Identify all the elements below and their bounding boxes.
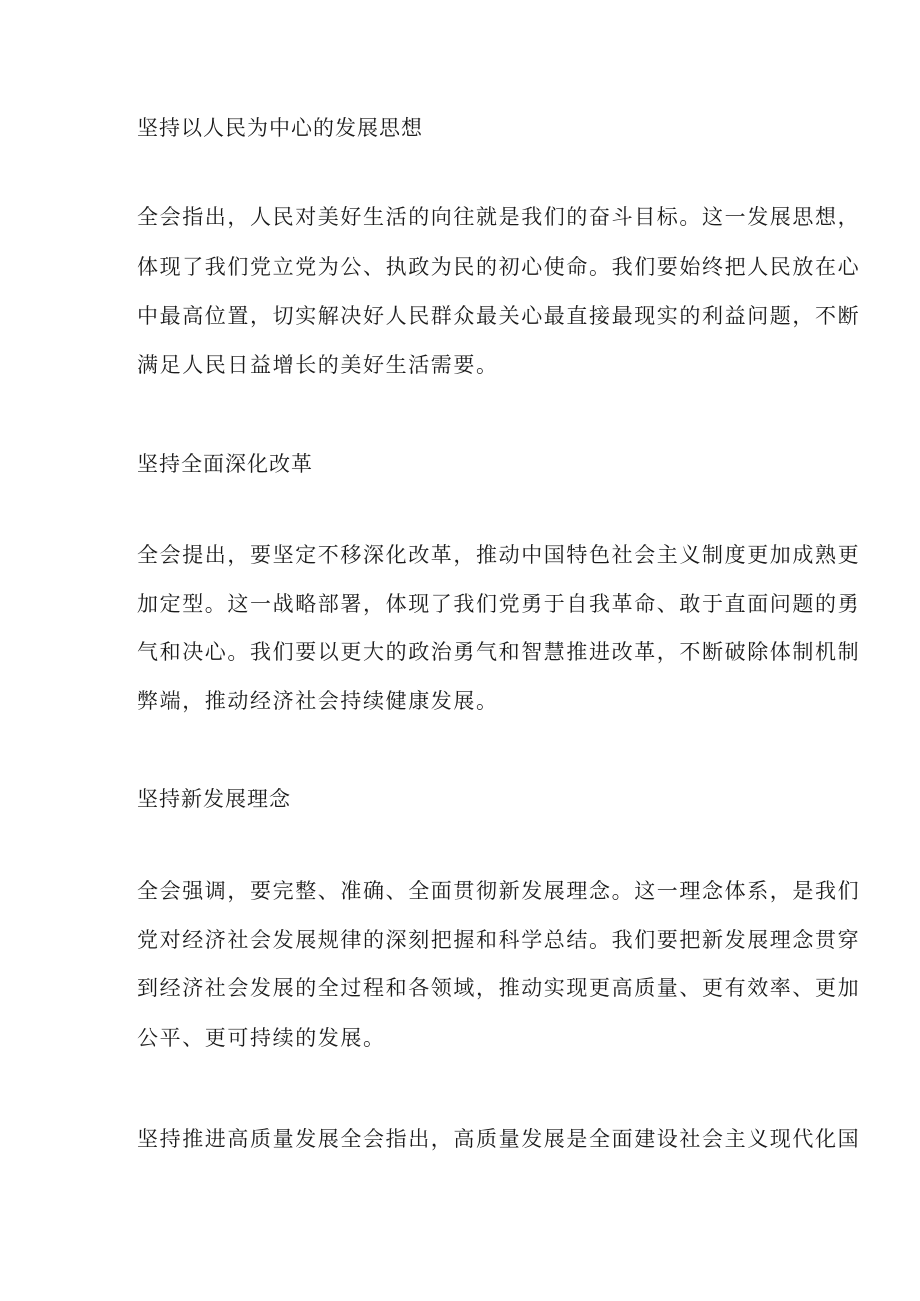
paragraph-line: 弊端，推动经济社会持续健康发展。 [137, 689, 499, 713]
paragraph-line: 坚持推进高质量发展全会指出，高质量发展是全面建设社会主义现代化国 [137, 1127, 861, 1151]
section-heading-people-centered: 坚持以人民为中心的发展思想 [137, 116, 423, 140]
paragraph-line: 到经济社会发展的全过程和各领域，推动实现更高质量、更有效率、更加 [137, 976, 861, 1000]
paragraph-line: 中最高位置，切实解决好人民群众最关心最直接最现实的利益问题，不断 [137, 304, 861, 328]
paragraph-line: 加定型。这一战略部署，体现了我们党勇于自我革命、敢于直面问题的勇 [137, 592, 861, 616]
paragraph-line: 全会强调，要完整、准确、全面贯彻新发展理念。这一理念体系，是我们 [137, 879, 861, 903]
paragraph-line: 气和决心。我们要以更大的政治勇气和智慧推进改革，不断破除体制机制 [137, 640, 861, 664]
paragraph-line: 全会指出，人民对美好生活的向往就是我们的奋斗目标。这一发展思想， [137, 205, 861, 229]
paragraph-line: 公平、更可持续的发展。 [137, 1026, 386, 1050]
paragraph-line: 体现了我们党立党为公、执政为民的初心使命。我们要始终把人民放在心 [137, 255, 861, 279]
paragraph-line: 全会提出，要坚定不移深化改革，推动中国特色社会主义制度更加成熟更 [137, 543, 861, 567]
paragraph-line: 党对经济社会发展规律的深刻把握和科学总结。我们要把新发展理念贯穿 [137, 928, 861, 952]
section-heading-new-development-philosophy: 坚持新发展理念 [137, 787, 291, 811]
section-heading-deepening-reform: 坚持全面深化改革 [137, 452, 313, 476]
paragraph-line: 满足人民日益增长的美好生活需要。 [137, 353, 499, 377]
